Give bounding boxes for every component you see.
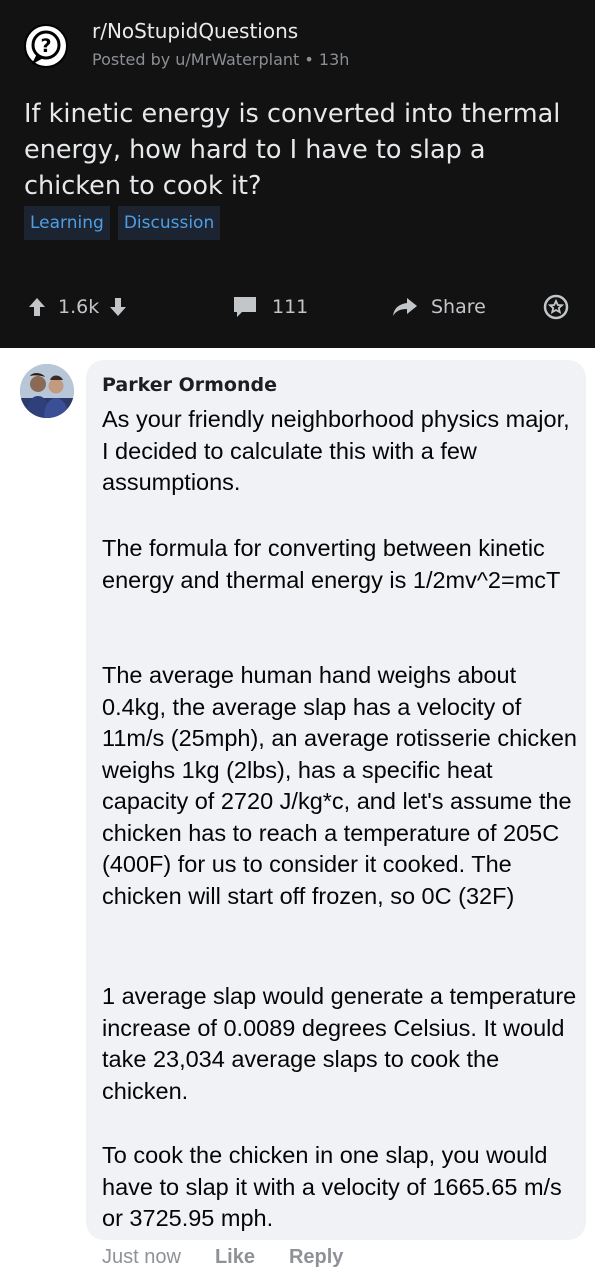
subreddit-question-icon[interactable] xyxy=(24,24,68,68)
share-label: Share xyxy=(431,296,486,318)
commenter-avatar[interactable] xyxy=(20,364,74,418)
comment-paragraph: As your friendly neighborhood physics major, I decided to calculate this with a few assumptions. xyxy=(102,406,570,495)
comment-author[interactable]: Parker Ormonde xyxy=(102,374,277,396)
comment-paragraph: To cook the chicken in one slap, you would have to slap it with a velocity of 1665.65 m/s or 3725.95 mph. xyxy=(102,1142,562,1231)
comment-paragraph: The formula for converting between kinetic energy and thermal energy is 1/2mv^2=mcT xyxy=(102,535,561,593)
post-title[interactable]: If kinetic energy is converted into thermal energy, how hard to I have to slap a chicken to cook it? xyxy=(24,99,561,201)
award-icon xyxy=(543,294,569,320)
vote-count: 1.6k xyxy=(58,296,100,318)
share-icon xyxy=(392,296,418,318)
post-meta: Posted by u/MrWaterplant • 13h xyxy=(92,50,350,69)
downvote-icon[interactable] xyxy=(109,297,127,317)
svg-text:?: ? xyxy=(40,35,52,57)
reply-button[interactable]: Reply xyxy=(288,1246,344,1268)
comment-footer xyxy=(102,1246,343,1269)
comment-icon xyxy=(232,295,258,319)
comment-paragraph: The average human hand weighs about 0.4kg, the average slap has a velocity of 11m/s (25mph), an average rotisserie chicken weighs 1kg (2lbs), has a specific heat capacity of 2720 J/kg*c, and let's assume the chicken has to reach a temperature of 205C (400F) for us to consider it cooked. The chicken will start off frozen, so 0C (32F) xyxy=(102,662,578,909)
comment-timestamp: Just now xyxy=(102,1246,181,1268)
reddit-post xyxy=(0,0,595,348)
like-button[interactable]: Like xyxy=(214,1246,255,1268)
upvote-icon[interactable] xyxy=(28,297,46,317)
share-button[interactable] xyxy=(392,288,486,326)
subreddit-name[interactable]: r/NoStupidQuestions xyxy=(92,19,299,43)
flair-learning[interactable]: Learning xyxy=(24,206,110,240)
flair-discussion[interactable]: Discussion xyxy=(118,206,220,240)
post-action-bar xyxy=(0,288,595,326)
comment-count: 111 xyxy=(272,296,309,318)
post-flairs xyxy=(24,206,220,240)
vote-group xyxy=(28,288,127,326)
award-button[interactable] xyxy=(543,288,569,326)
comment-paragraph: 1 average slap would generate a temperature increase of 0.0089 degrees Celsius. It would take 23,034 average slaps to cook the chicken. xyxy=(102,983,577,1104)
comments-button[interactable] xyxy=(232,288,308,326)
